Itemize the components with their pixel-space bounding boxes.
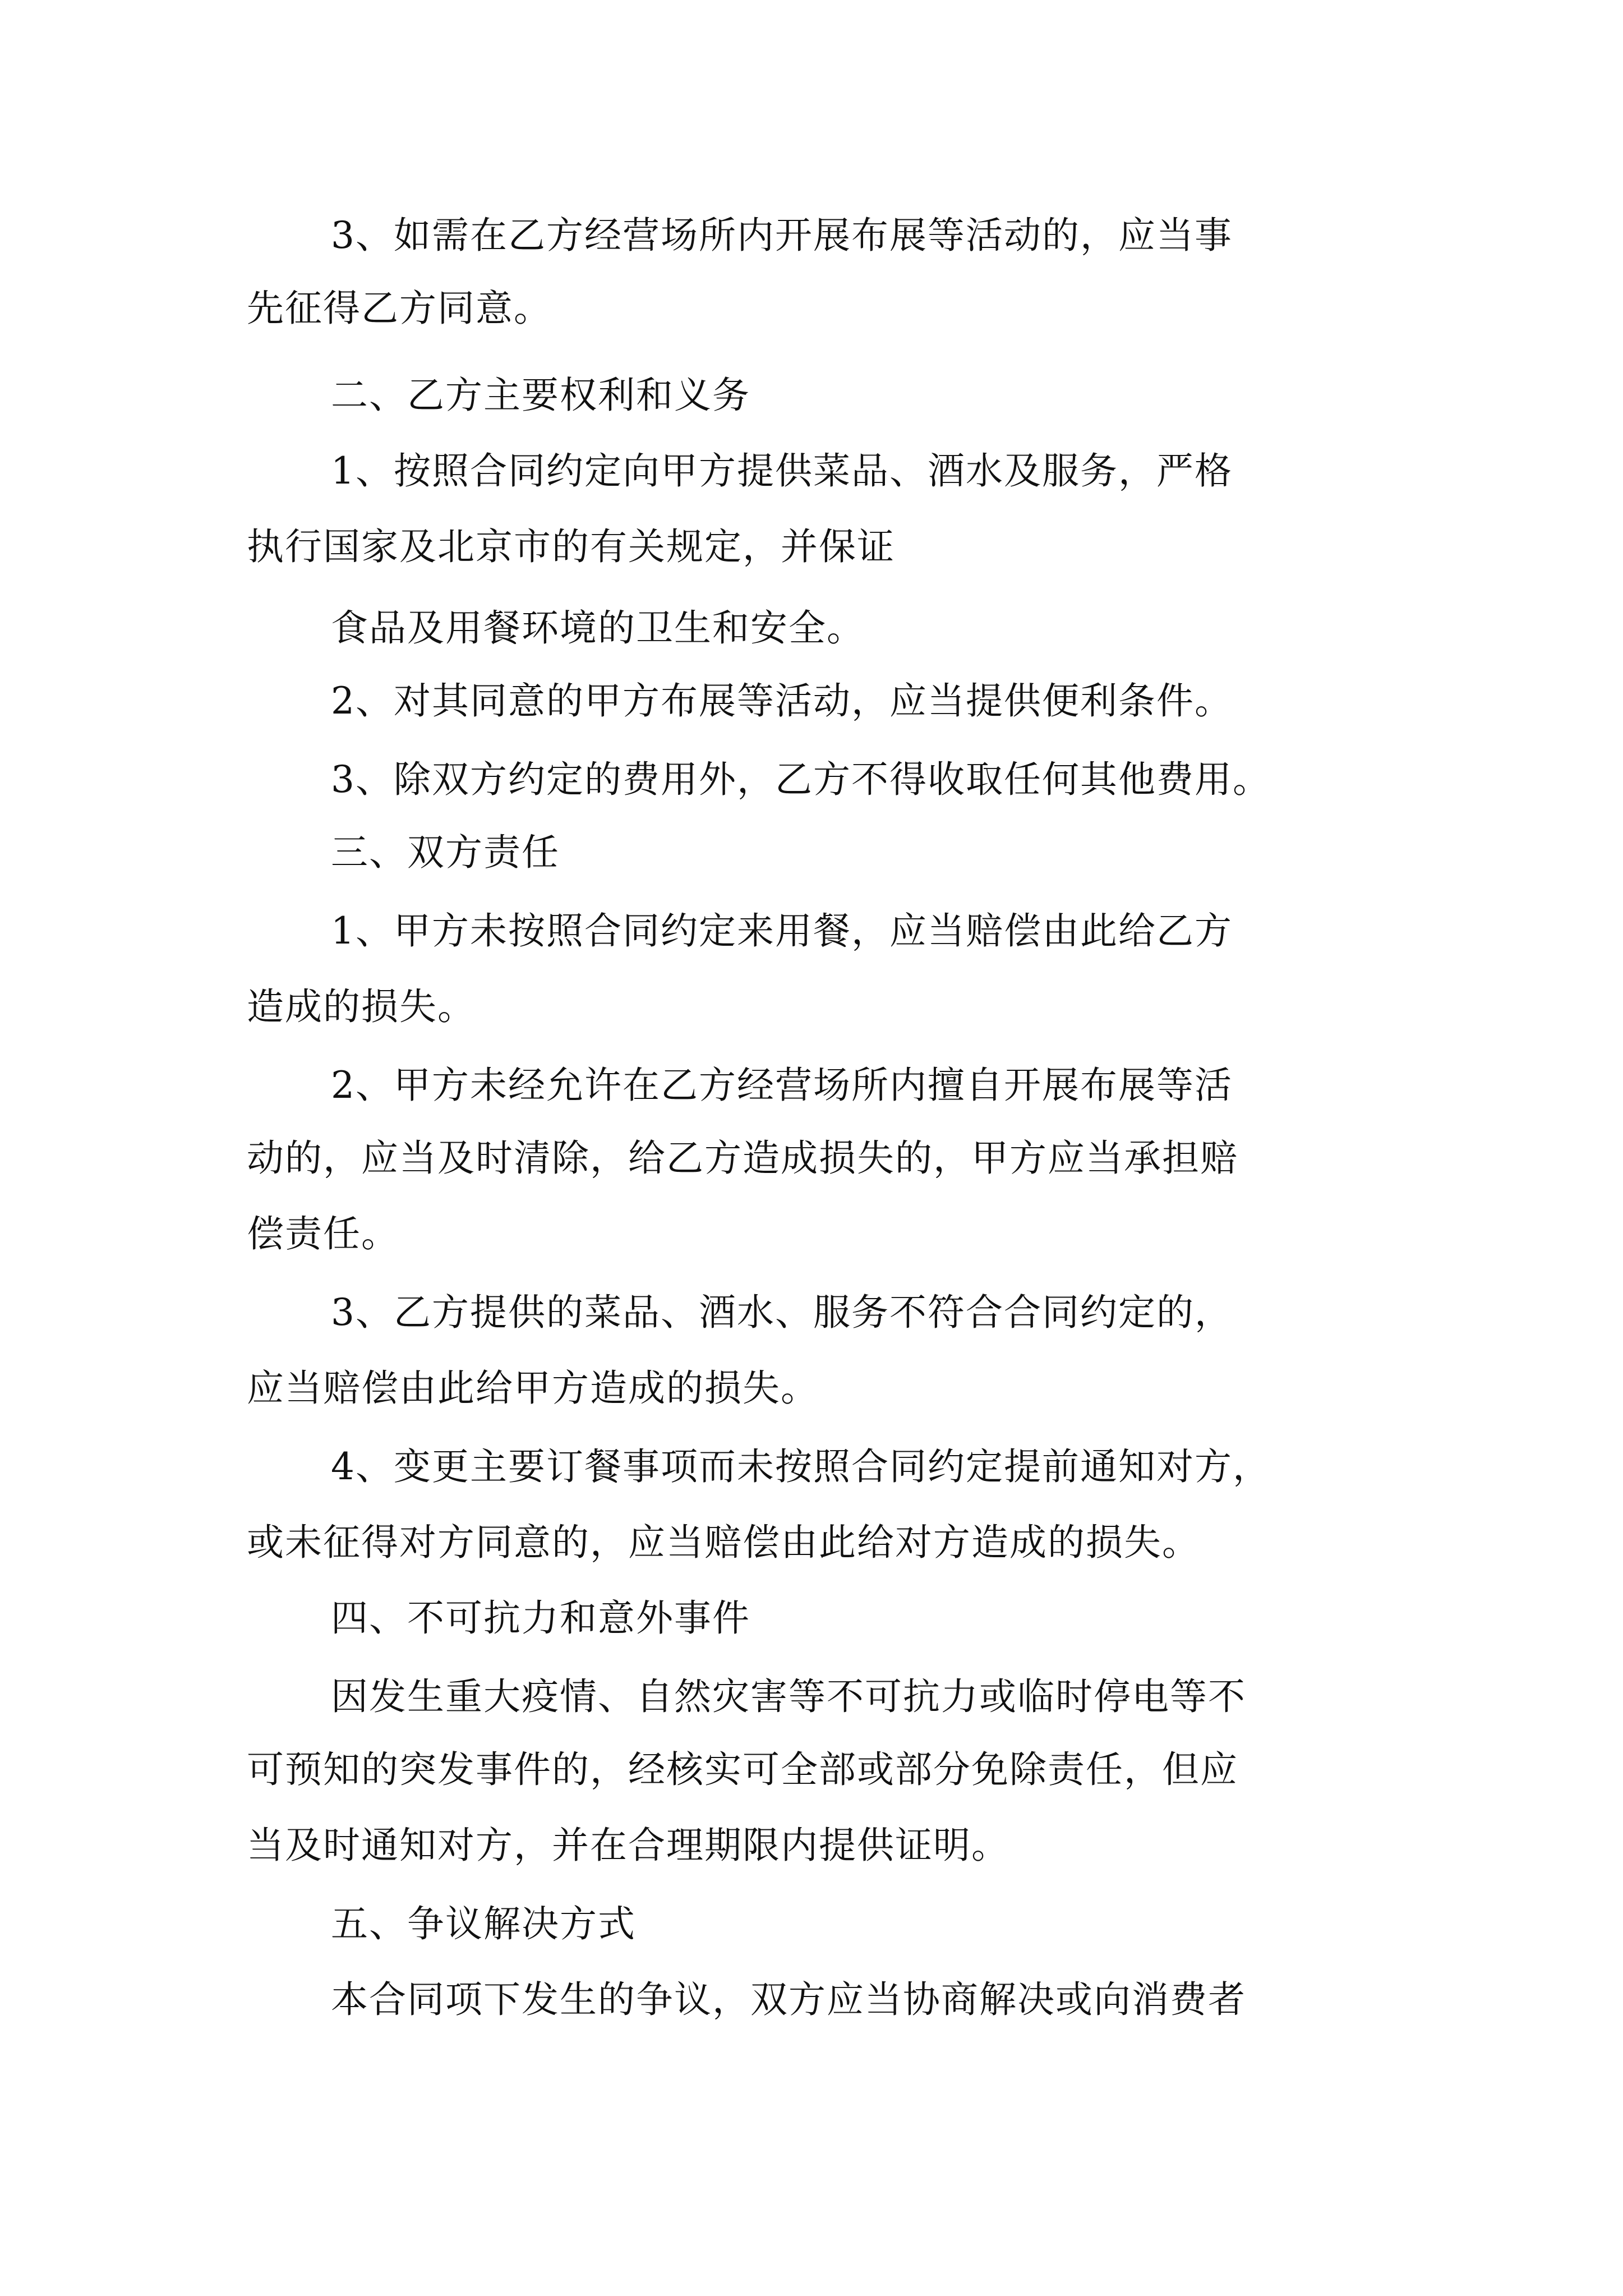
text-line: 3、除双方约定的费用外，乙方不得收取任何其他费用。: [331, 758, 1271, 801]
text-line: 或未征得对方同意的，应当赔偿由此给对方造成的损失。: [247, 1521, 1200, 1564]
section-heading: 四、不可抗力和意外事件: [331, 1596, 750, 1640]
text-line: 造成的损失。: [247, 985, 476, 1028]
text-line: 因发生重大疫情、自然灾害等不可抗力或临时停电等不: [331, 1675, 1246, 1718]
section-heading: 二、乙方主要权利和义务: [331, 374, 750, 417]
text-line: 可预知的突发事件的，经核实可全部或部分免除责任，但应: [247, 1748, 1238, 1791]
text-line: 应当赔偿由此给甲方造成的损失。: [247, 1366, 819, 1410]
text-line: 动的，应当及时清除，给乙方造成损失的，甲方应当承担赔: [247, 1137, 1238, 1180]
text-line: 食品及用餐环境的卫生和安全。: [331, 606, 865, 650]
text-line: 先征得乙方同意。: [247, 287, 552, 330]
text-line: 1、按照合同约定向甲方提供菜品、酒水及服务，严格: [331, 449, 1233, 493]
text-line: 2、对其同意的甲方布展等活动，应当提供便利条件。: [331, 679, 1233, 723]
text-line: 偿责任。: [247, 1212, 399, 1255]
text-line: 1、甲方未按照合同约定来用餐，应当赔偿由此给乙方: [331, 909, 1233, 953]
text-line: 3、如需在乙方经营场所内开展布展等活动的，应当事: [331, 214, 1233, 257]
text-line: 2、甲方未经允许在乙方经营场所内擅自开展布展等活: [331, 1064, 1233, 1107]
section-heading: 三、双方责任: [331, 831, 560, 874]
text-line: 执行国家及北京市的有关规定，并保证: [247, 525, 895, 568]
text-line: 3、乙方提供的菜品、酒水、服务不符合合同约定的，: [331, 1291, 1233, 1334]
text-line: 本合同项下发生的争议，双方应当协商解决或向消费者: [331, 1978, 1246, 2021]
text-line: 当及时通知对方，并在合理期限内提供证明。: [247, 1824, 1009, 1867]
text-line: 4、变更主要订餐事项而未按照合同约定提前通知对方，: [331, 1445, 1271, 1488]
section-heading: 五、争议解决方式: [331, 1902, 636, 1945]
